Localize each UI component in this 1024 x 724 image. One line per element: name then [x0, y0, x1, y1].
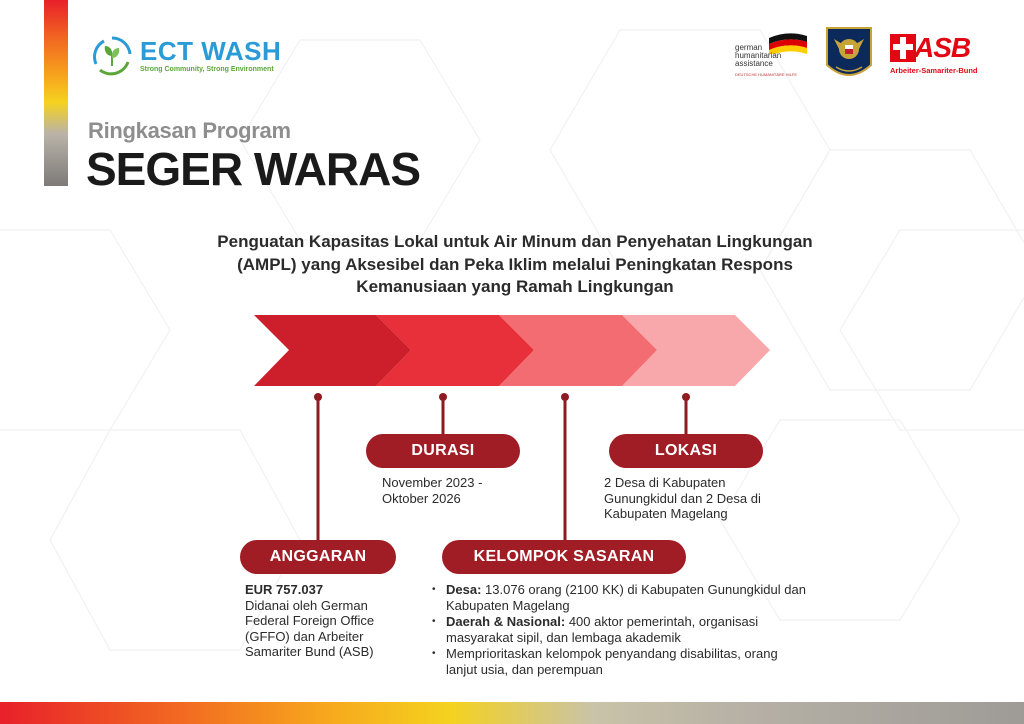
lokasi-text: 2 Desa di Kabupaten Gunungkidul dan 2 Desa di Kabupaten Magelang	[604, 475, 761, 521]
asb-wordmark: ASB	[914, 32, 971, 63]
gha-line1: german	[735, 43, 763, 52]
list-item	[432, 582, 812, 613]
kelompok-sasaran-list	[432, 582, 812, 678]
logo-tagline: Strong Community, Strong Environment	[140, 66, 274, 73]
anggaran-label: ANGGARAN	[240, 540, 396, 574]
durasi-text: November 2023 - Oktober 2026	[382, 475, 483, 506]
lokasi-label: LOKASI	[609, 434, 763, 468]
anggaran-description: Didanai oleh German Federal Foreign Office (GFFO) dan Arbeiter Samariter Bund (ASB)	[245, 597, 375, 659]
program-description: Penguatan Kapasitas Lokal untuk Air Minum dan Penyehatan Lingkungan (AMPL) yang Aksesibel dan Peka Iklim melalui Peningkatan Respons Kemanusiaan yang Ramah Lingkungan	[217, 232, 813, 296]
asb-subtitle: Arbeiter-Samariter-Bund	[890, 66, 978, 75]
logo-title: ECT WASH	[140, 36, 282, 66]
gha-line2: humanitarian	[735, 51, 782, 60]
list-item-text: Memprioritaskan kelompok penyandang disabilitas, orang lanjut usia, dan perempuan	[446, 646, 778, 677]
list-item-bold: Desa:	[446, 582, 482, 597]
list-item	[432, 614, 812, 645]
bullet-icon: •	[432, 648, 436, 659]
list-item	[432, 646, 812, 677]
kelompok-sasaran-label: KELOMPOK SASARAN	[442, 540, 686, 574]
gha-line3: assistance	[735, 59, 773, 68]
anggaran-amount: EUR 757.037	[245, 582, 324, 597]
connector-dot-kelompok	[561, 393, 569, 401]
program-title: SEGER WARAS	[86, 143, 421, 195]
connector-dot-anggaran	[314, 393, 322, 401]
durasi-label: DURASI	[366, 434, 520, 468]
connector-dot-durasi	[439, 393, 447, 401]
list-item-bold: Daerah & Nasional:	[446, 614, 566, 629]
program-subtitle: Ringkasan Program	[88, 118, 291, 143]
bullet-icon: •	[432, 616, 436, 627]
connector-dot-lokasi	[682, 393, 690, 401]
anggaran-text-block	[245, 582, 415, 660]
bullet-icon: •	[432, 584, 436, 595]
list-item-text: 13.076 orang (2100 KK) di Kabupaten Gunungkidul dan Kabupaten Magelang	[446, 582, 806, 613]
list-item-text: 400 aktor pemerintah, organisasi masyarakat sipil, dan lembaga akademik	[446, 614, 759, 645]
gha-subtext: DEUTSCHE HUMANITÄRE HILFE	[735, 72, 798, 77]
